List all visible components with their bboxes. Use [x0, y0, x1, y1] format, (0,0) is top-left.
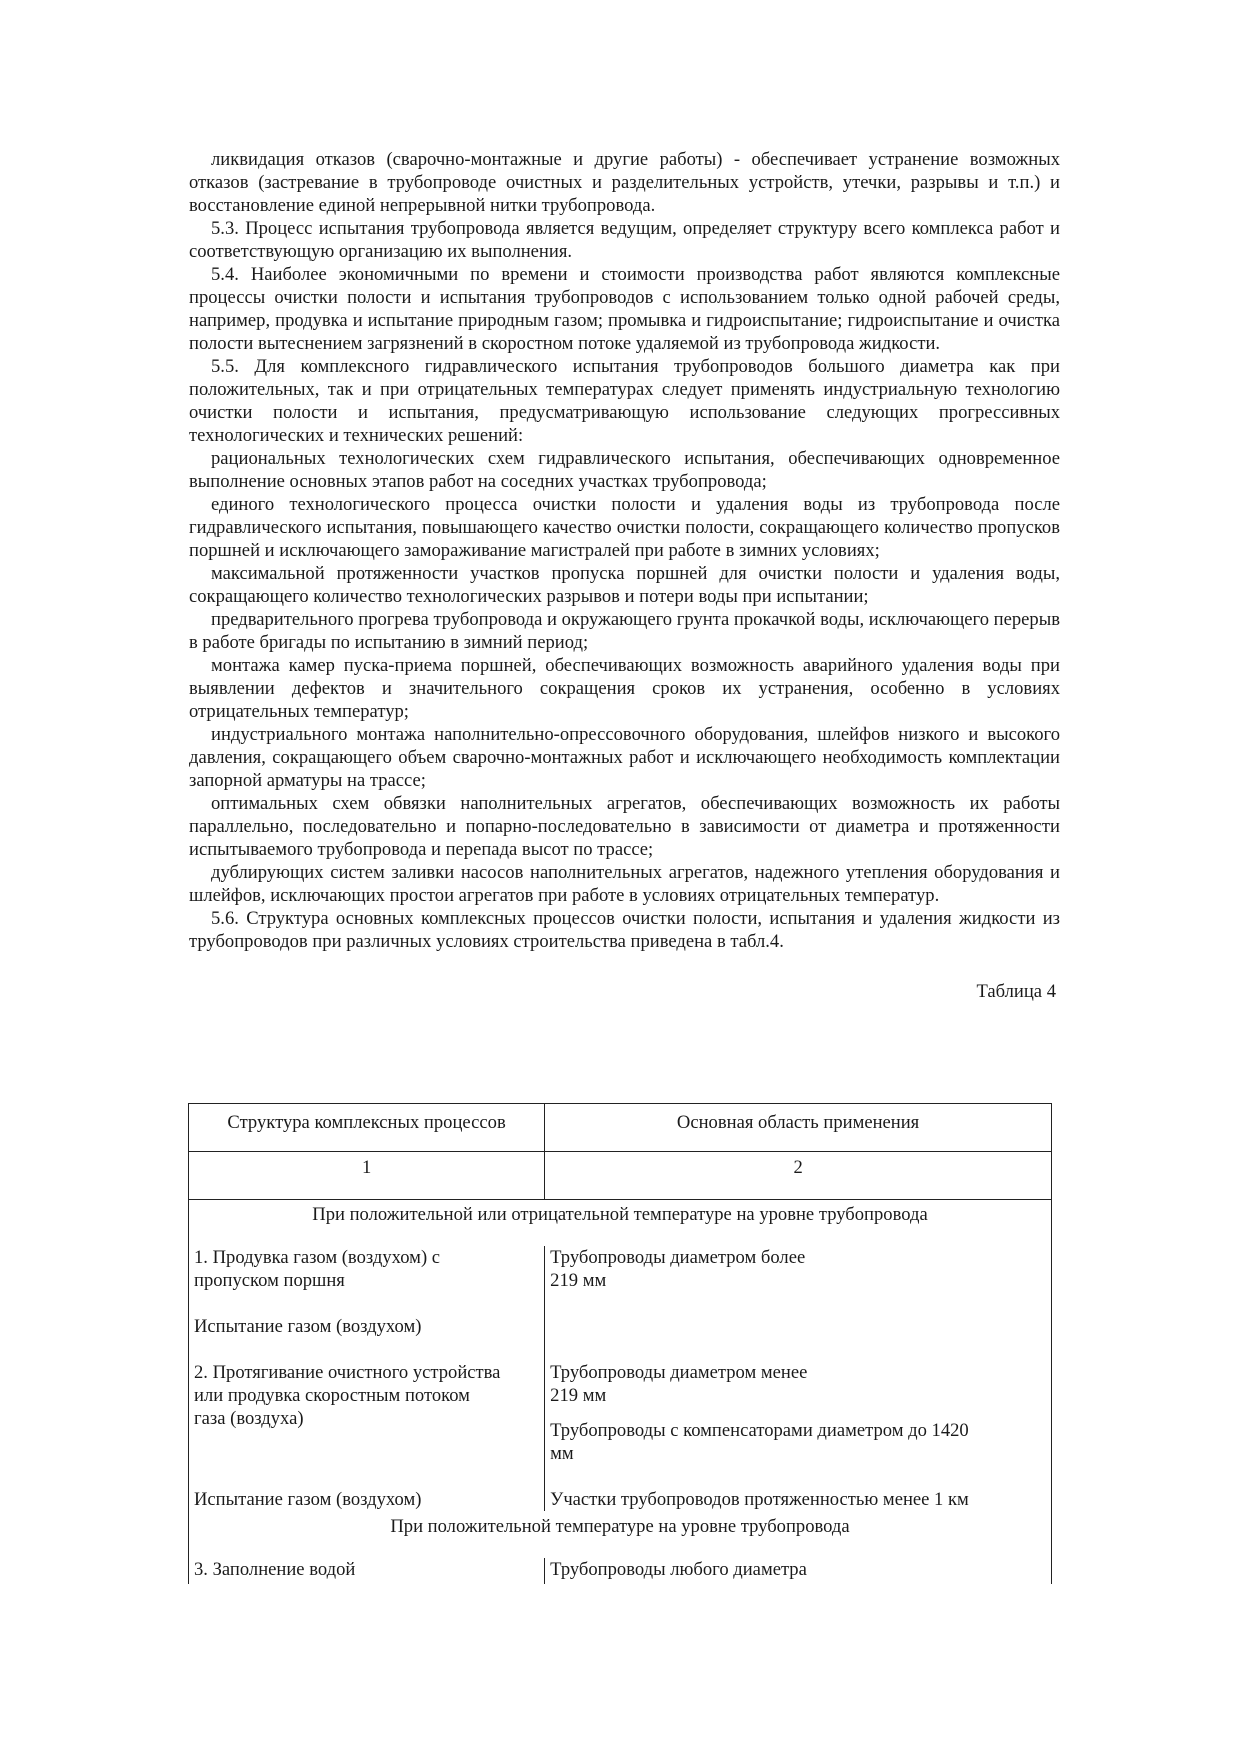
process-cell	[189, 1246, 545, 1511]
column-number-2: 2	[793, 1157, 803, 1178]
cell-text: 219 мм	[550, 1270, 607, 1291]
paragraph: 5.3. Процесс испытания трубопровода является ведущим, определяет структуру всего комплекса работ и соответствующую организацию их выполнения.	[189, 218, 1060, 262]
cell-text: 219 мм	[550, 1385, 607, 1406]
header-cell-structure: Структура комплексных процессов	[189, 1104, 545, 1151]
application-cell: Трубопроводы любого диаметра	[550, 1559, 807, 1580]
process-cell: 3. Заполнение водой	[189, 1558, 545, 1584]
cell-text: 2. Протягивание очистного устройства	[194, 1362, 501, 1383]
cell-text: Испытание газом (воздухом)	[194, 1489, 422, 1510]
cell-text: пропуском поршня	[194, 1270, 345, 1291]
cell-text: газа (воздуха)	[194, 1408, 304, 1429]
document-body	[189, 148, 1060, 1003]
cell-text: Испытание газом (воздухом)	[194, 1316, 422, 1337]
paragraph: дублирующих систем заливки насосов наполнительных агрегатов, надежного утепления оборудования и шлейфов, исключающих простои агрегатов при работе в условиях отрицательных температур.	[189, 862, 1060, 906]
paragraph: 5.5. Для комплексного гидравлического испытания трубопроводов большого диаметра как при положительных, так и при отрицательных температурах следует применять индустриальную технологию очистки полости и испытания, предусматривающую использование следующих прогрессивных технологических и технических решений:	[189, 356, 1060, 446]
paragraph: монтажа камер пуска-приема поршней, обеспечивающих возможность аварийного удаления воды при выявлении дефектов и значительного сокращения сроков их устранения, особенно в условиях отрицательных температур;	[189, 655, 1060, 722]
cell-text: Участки трубопроводов протяженностью менее 1 км	[550, 1489, 969, 1510]
paragraph: индустриального монтажа наполнительно-опрессовочного оборудования, шлейфов низкого и высокого давления, сокращающего объем сварочно-монтажных работ и исключающего необходимость комплектации запорной арматуры на трассе;	[189, 724, 1060, 791]
cell-text: Трубопроводы диаметром менее	[550, 1362, 808, 1383]
application-cell	[545, 1246, 1051, 1511]
cell-text: мм	[550, 1443, 574, 1464]
paragraph: предварительного прогрева трубопровода и окружающего грунта прокачкой воды, исключающего перерыв в работе бригады по испытанию в зимний период;	[189, 609, 1060, 653]
table-caption: Таблица 4	[976, 981, 1056, 1002]
paragraph: единого технологического процесса очистки полости и удаления воды из трубопровода после гидравлического испытания, повышающего качество очистки полости, сокращающего количество пропусков поршней и исключающего замораживание магистралей при работе в зимних условиях;	[189, 494, 1060, 561]
cell-text: или продувка скоростным потоком	[194, 1385, 470, 1406]
header-cell-application: Основная область применения	[676, 1112, 920, 1133]
paragraph: оптимальных схем обвязки наполнительных агрегатов, обеспечивающих возможность их работы параллельно, последовательно и попарно-последовательно в зависимости от диаметра и протяженности испытываемого трубопровода и перепада высот по трассе;	[189, 793, 1060, 860]
column-number-1: 1	[189, 1152, 545, 1199]
cell-text: Трубопроводы диаметром более	[550, 1247, 806, 1268]
section-title-row: При положительной или отрицательной температуре на уровне трубопровода	[188, 1199, 1052, 1246]
column-number-row	[188, 1151, 1052, 1199]
cell-text: Трубопроводы с компенсаторами диаметром до 1420	[550, 1420, 969, 1441]
table-4	[188, 1103, 1052, 1584]
paragraph: максимальной протяженности участков пропуска поршней для очистки полости и удаления воды, сокращающего количество технологических разрывов и потери воды при испытании;	[189, 563, 1060, 607]
table-row	[188, 1246, 1052, 1511]
paragraph: рациональных технологических схем гидравлического испытания, обеспечивающих одновременное выполнение основных этапов работ на соседних участках трубопровода;	[189, 448, 1060, 492]
section-title-row: При положительной температуре на уровне трубопровода	[188, 1511, 1052, 1558]
table-header-row	[188, 1103, 1052, 1151]
cell-text: 1. Продувка газом (воздухом) с	[194, 1247, 441, 1268]
paragraph: 5.6. Структура основных комплексных процессов очистки полости, испытания и удаления жидкости из трубопроводов при различных условиях строительства приведена в табл.4.	[189, 908, 1060, 952]
paragraph: 5.4. Наиболее экономичными по времени и стоимости производства работ являются комплексные процессы очистки полости и испытания трубопроводов с использованием только одной рабочей среды, например, продувка и испытание природным газом; промывка и гидроиспытание; гидроиспытание и очистка полости вытеснением загрязнений в скоростном потоке удаляемой из трубопровода жидкости.	[189, 264, 1060, 354]
paragraph: ликвидация отказов (сварочно-монтажные и другие работы) - обеспечивает устранение возможных отказов (застревание в трубопроводе очистных и разделительных устройств, утечки, разрывы и т.п.) и восстановление единой непрерывной нитки трубопровода.	[189, 149, 1060, 216]
table-row	[188, 1558, 1052, 1584]
